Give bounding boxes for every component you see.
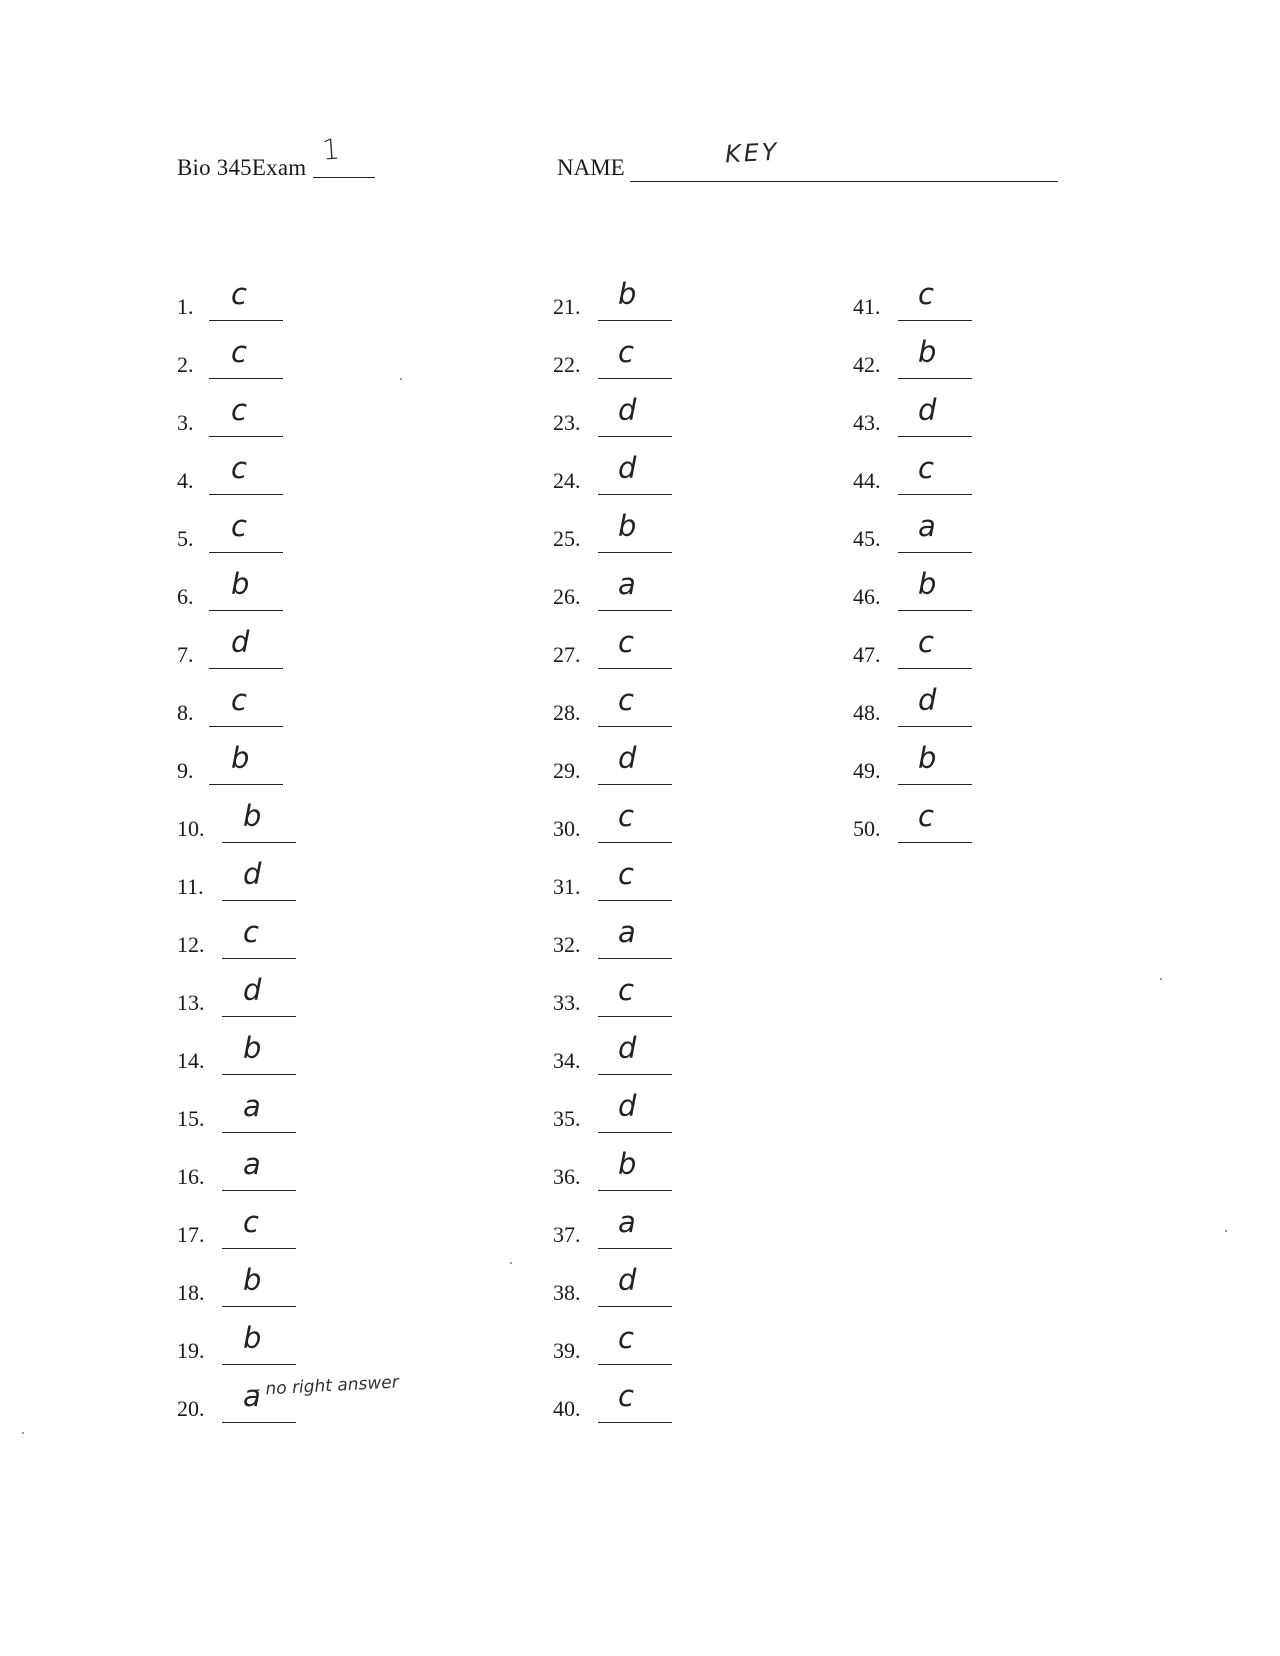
answer-letter: d — [231, 625, 250, 659]
scan-speck — [510, 1262, 512, 1264]
answer-row — [553, 1089, 883, 1160]
answer-row — [553, 915, 883, 986]
answer-line — [598, 610, 672, 611]
answer-line — [209, 610, 283, 611]
question-number: 31. — [553, 874, 581, 899]
answer-row — [177, 1089, 507, 1160]
answer-row — [553, 451, 883, 522]
scan-speck — [400, 378, 402, 380]
question-number: 34. — [553, 1048, 581, 1073]
answer-letter: b — [243, 1321, 262, 1355]
answer-row — [553, 741, 883, 812]
answer-letter: c — [918, 451, 934, 485]
answer-row — [853, 509, 1183, 580]
answer-line — [898, 842, 972, 843]
answer-line — [222, 1190, 296, 1191]
question-number: 5. — [177, 526, 194, 551]
answer-line — [209, 436, 283, 437]
answer-letter: a — [243, 1379, 261, 1413]
question-number: 25. — [553, 526, 581, 551]
answer-row — [177, 277, 507, 348]
answer-column-2 — [553, 277, 883, 1450]
question-number: 47. — [853, 642, 881, 667]
answer-letter: b — [618, 1147, 637, 1181]
answer-line — [898, 378, 972, 379]
answer-letter: a — [918, 509, 936, 543]
answer-letter: c — [231, 509, 247, 543]
answer-line — [222, 1074, 296, 1075]
question-number: 12. — [177, 932, 205, 957]
answer-letter: d — [918, 683, 937, 717]
answer-line — [222, 1248, 296, 1249]
question-number: 11. — [177, 874, 204, 899]
question-number: 21. — [553, 294, 581, 319]
question-number: 13. — [177, 990, 205, 1015]
answer-line — [222, 1364, 296, 1365]
question-number: 37. — [553, 1222, 581, 1247]
answer-row — [553, 1031, 883, 1102]
answer-letter: c — [231, 335, 247, 369]
answer-line — [222, 842, 296, 843]
answer-letter: c — [231, 393, 247, 427]
answer-line — [598, 1132, 672, 1133]
answer-letter: c — [231, 683, 247, 717]
answer-row — [553, 509, 883, 580]
answer-letter: d — [618, 741, 637, 775]
question-number: 50. — [853, 816, 881, 841]
answer-line — [209, 320, 283, 321]
question-number: 27. — [553, 642, 581, 667]
answer-row — [553, 335, 883, 406]
question-number: 45. — [853, 526, 881, 551]
answer-letter: b — [243, 1031, 262, 1065]
answer-line — [898, 784, 972, 785]
scan-speck — [1160, 978, 1162, 980]
name-label: NAME — [557, 155, 625, 180]
answer-row — [553, 857, 883, 928]
answer-letter: c — [618, 857, 634, 891]
answer-line — [598, 668, 672, 669]
question-number: 15. — [177, 1106, 205, 1131]
answer-letter: c — [618, 973, 634, 1007]
answer-letter: d — [243, 973, 262, 1007]
answer-line — [222, 958, 296, 959]
question-number: 18. — [177, 1280, 205, 1305]
answer-letter: c — [918, 625, 934, 659]
answer-line — [898, 610, 972, 611]
question-number: 4. — [177, 468, 194, 493]
answer-row — [177, 973, 507, 1044]
scan-speck — [22, 1432, 24, 1434]
answer-line — [598, 320, 672, 321]
question-number: 48. — [853, 700, 881, 725]
question-number: 1. — [177, 294, 194, 319]
answer-row — [553, 973, 883, 1044]
answer-line — [209, 726, 283, 727]
answer-letter: c — [918, 277, 934, 311]
question-number: 20. — [177, 1396, 205, 1421]
question-number: 23. — [553, 410, 581, 435]
answer-row — [853, 277, 1183, 348]
question-number: 42. — [853, 352, 881, 377]
answer-row — [553, 1379, 883, 1450]
question-number: 40. — [553, 1396, 581, 1421]
course-exam-label: Bio 345Exam — [177, 155, 307, 180]
answer-letter: b — [918, 567, 937, 601]
answer-letter: d — [618, 1031, 637, 1065]
exam-header — [0, 133, 1280, 183]
answer-letter: b — [243, 1263, 262, 1297]
answer-letter: b — [618, 277, 637, 311]
answer-row — [177, 857, 507, 928]
answer-column-3 — [853, 277, 1183, 870]
answer-letter: d — [243, 857, 262, 891]
answer-row — [553, 1321, 883, 1392]
answer-letter: d — [618, 1263, 637, 1297]
answer-letter: b — [918, 741, 937, 775]
question-number: 16. — [177, 1164, 205, 1189]
question-number: 44. — [853, 468, 881, 493]
question-number: 36. — [553, 1164, 581, 1189]
answer-row — [553, 1263, 883, 1334]
answer-line — [222, 1306, 296, 1307]
question-number: 24. — [553, 468, 581, 493]
answer-letter: c — [918, 799, 934, 833]
answer-row — [177, 451, 507, 522]
answer-line — [222, 1132, 296, 1133]
answer-row — [553, 799, 883, 870]
answer-letter: c — [618, 1379, 634, 1413]
answer-row — [553, 277, 883, 348]
answer-line — [598, 436, 672, 437]
answer-line — [598, 1190, 672, 1191]
answer-line — [598, 1364, 672, 1365]
answer-row — [853, 799, 1183, 870]
question-number: 39. — [553, 1338, 581, 1363]
answer-column-1 — [177, 277, 507, 1450]
question-number: 46. — [853, 584, 881, 609]
answer-line — [598, 726, 672, 727]
exam-number-line — [313, 177, 375, 178]
answer-line — [209, 494, 283, 495]
answer-row — [177, 509, 507, 580]
answer-row — [553, 567, 883, 638]
answer-line — [222, 900, 296, 901]
answer-line — [598, 494, 672, 495]
exam-number: 1 — [320, 132, 341, 167]
question-number: 30. — [553, 816, 581, 841]
question-number: 3. — [177, 410, 194, 435]
answer-row — [177, 567, 507, 638]
answer-letter: c — [618, 625, 634, 659]
answer-row — [177, 915, 507, 986]
answer-row — [177, 741, 507, 812]
answer-row — [853, 393, 1183, 464]
answer-line — [598, 1306, 672, 1307]
answer-letter: a — [243, 1147, 261, 1181]
answer-row — [177, 1263, 507, 1334]
answer-row — [553, 393, 883, 464]
answer-letter: b — [231, 741, 250, 775]
answer-row — [177, 1205, 507, 1276]
answer-letter: b — [231, 567, 250, 601]
answer-line — [209, 552, 283, 553]
answer-line — [898, 668, 972, 669]
answer-letter: a — [618, 1205, 636, 1239]
question-number: 43. — [853, 410, 881, 435]
answer-row — [177, 335, 507, 406]
answer-line — [209, 784, 283, 785]
answer-line — [598, 1016, 672, 1017]
question-number: 9. — [177, 758, 194, 783]
answer-line — [598, 842, 672, 843]
name-line — [630, 181, 1058, 182]
question-number: 22. — [553, 352, 581, 377]
answer-line — [898, 320, 972, 321]
answer-line — [598, 784, 672, 785]
question-number: 28. — [553, 700, 581, 725]
answer-row — [853, 625, 1183, 696]
answer-letter: a — [618, 567, 636, 601]
answer-row — [853, 683, 1183, 754]
question-number: 6. — [177, 584, 194, 609]
answer-row — [177, 393, 507, 464]
answer-row — [177, 1031, 507, 1102]
question-number: 19. — [177, 1338, 205, 1363]
answer-letter: d — [618, 393, 637, 427]
answer-line — [898, 726, 972, 727]
question-number: 41. — [853, 294, 881, 319]
answer-row — [853, 335, 1183, 406]
answer-row — [553, 625, 883, 696]
question-number: 7. — [177, 642, 194, 667]
answer-line — [598, 958, 672, 959]
answer-note: - no right answer — [253, 1372, 400, 1400]
answer-line — [598, 552, 672, 553]
answer-letter: b — [918, 335, 937, 369]
answer-letter: c — [618, 683, 634, 717]
answer-row — [553, 683, 883, 754]
answer-line — [598, 378, 672, 379]
answer-line — [598, 1422, 672, 1423]
answer-letter: b — [243, 799, 262, 833]
question-number: 38. — [553, 1280, 581, 1305]
answer-row — [177, 1372, 507, 1450]
answer-line — [209, 378, 283, 379]
answer-row — [853, 451, 1183, 522]
answer-letter: d — [918, 393, 937, 427]
answer-letter: c — [231, 451, 247, 485]
question-number: 10. — [177, 816, 205, 841]
question-number: 8. — [177, 700, 194, 725]
answer-letter: b — [618, 509, 637, 543]
question-number: 35. — [553, 1106, 581, 1131]
question-number: 49. — [853, 758, 881, 783]
answer-letter: c — [243, 1205, 259, 1239]
answer-letter: c — [231, 277, 247, 311]
answer-line — [598, 1074, 672, 1075]
question-number: 2. — [177, 352, 194, 377]
answer-letter: c — [243, 915, 259, 949]
answer-row — [177, 799, 507, 870]
answer-line — [898, 436, 972, 437]
answer-line — [598, 1248, 672, 1249]
answer-row — [177, 683, 507, 754]
answer-row — [177, 625, 507, 696]
answer-row — [853, 741, 1183, 812]
answer-line — [209, 668, 283, 669]
question-number: 32. — [553, 932, 581, 957]
answer-line — [898, 552, 972, 553]
answer-line — [222, 1422, 296, 1423]
question-number: 26. — [553, 584, 581, 609]
name-value: KEY — [724, 137, 781, 169]
answer-letter: a — [618, 915, 636, 949]
question-number: 17. — [177, 1222, 205, 1247]
answer-line — [222, 1016, 296, 1017]
question-number: 14. — [177, 1048, 205, 1073]
question-number: 33. — [553, 990, 581, 1015]
answer-row — [553, 1205, 883, 1276]
scan-speck — [1225, 1230, 1227, 1232]
answer-row — [853, 567, 1183, 638]
answer-letter: c — [618, 799, 634, 833]
answer-letter: d — [618, 451, 637, 485]
answer-letter: a — [243, 1089, 261, 1123]
answer-line — [898, 494, 972, 495]
answer-letter: c — [618, 1321, 634, 1355]
answer-row — [177, 1147, 507, 1218]
answer-letter: d — [618, 1089, 637, 1123]
answer-line — [598, 900, 672, 901]
question-number: 29. — [553, 758, 581, 783]
answer-row — [553, 1147, 883, 1218]
answer-letter: c — [618, 335, 634, 369]
